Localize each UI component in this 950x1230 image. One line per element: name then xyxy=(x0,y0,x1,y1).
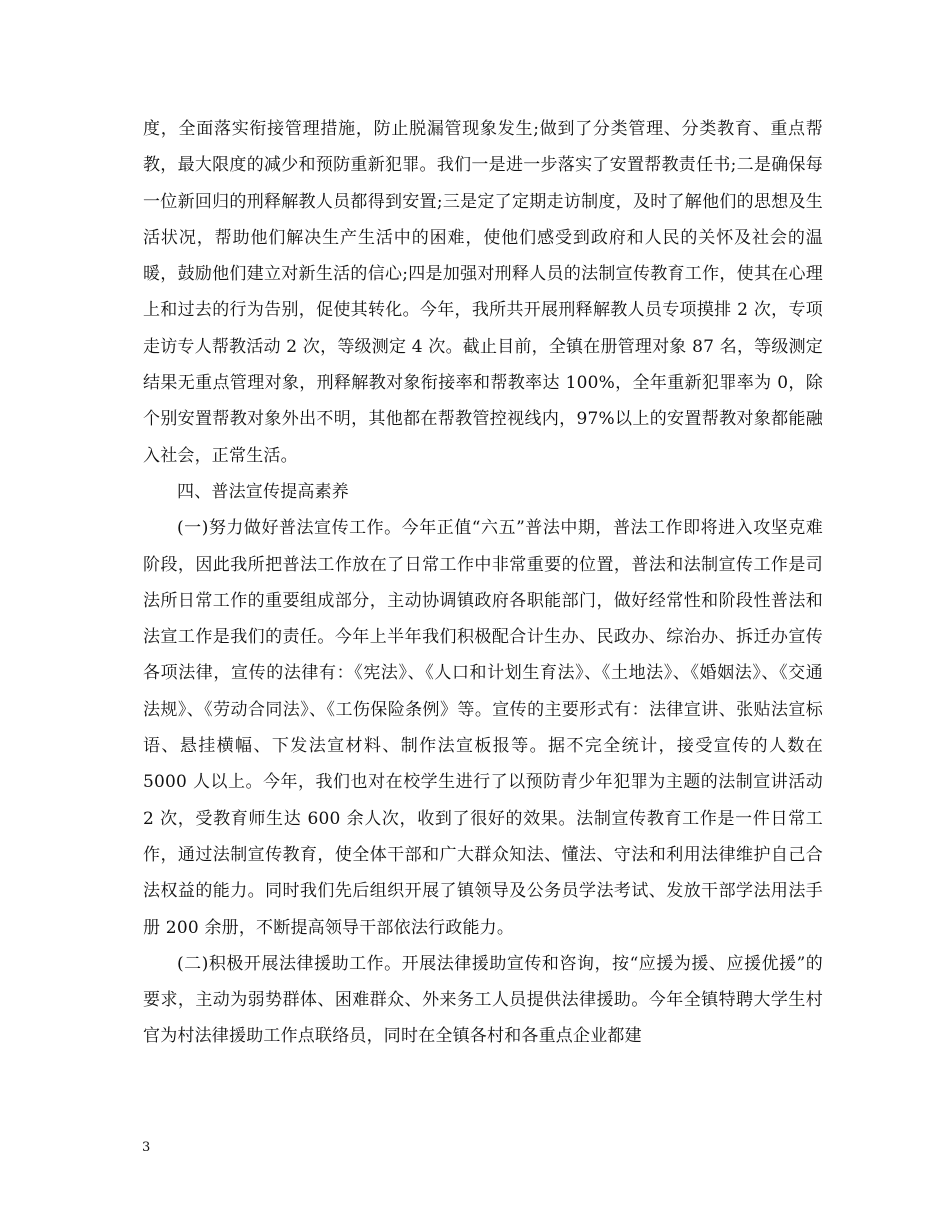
section-heading: 四、普法宣传提高素养 xyxy=(177,481,349,502)
paragraph-2: (一)努力做好普法宣传工作。今年正值“六五”普法中期，普法工作即将进入攻坚克难阶段，因此我所把普法工作放在了日常工作中非常重要的位置，普法和法制宣传工作是司法所日常工作的重要组成部分，主动协调镇政府各职能部门，做好经常性和阶段性普法和法宣工作是我们的责任。今年上半年我们积极配合计生办、民政办、综治办、拆迁办宣传各项法律，宣传的法律有：《宪法》、《人口和计划生育法》、《土地法》、《婚姻法》、《交通法规》、《劳动合同法》、《工伤保险条例》等。宣传的主要形式有：法律宣讲、张贴法宣标语、悬挂横幅、下发法宣材料、制作法宣板报等。据不完全统计，接受宣传的人数在 5000 人以上。今年，我们也对在校学生进行了以预防青少年犯罪为主题的法制宣讲活动 2 次，受教育师生达 600 余人次，收到了很好的效果。法制宣传教育工作是一件日常工作，通过法制宣传教育，使全体干部和广大群众知法、懂法、守法和利用法律维护自己合法权益的能力。同时我们先后组织开展了镇领导及公务员学法考试、发放干部学法用法手册 200 余册，不断提高领导干部依法行政能力。 xyxy=(143,518,823,938)
paragraph-3: (二)积极开展法律援助工作。开展法律援助宣传和咨询，按“应援为援、应援优援”的要求，主动为弱势群体、困难群众、外来务工人员提供法律援助。今年全镇特聘大学生村官为村法律援助工作点联络员，同时在全镇各村和各重点企业都建 xyxy=(143,953,823,1047)
paragraph-1: 度，全面落实衔接管理措施，防止脱漏管现象发生;做到了分类管理、分类教育、重点帮教，最大限度的减少和预防重新犯罪。我们一是进一步落实了安置帮教责任书;二是确保每一位新回归的刑释解教人员都得到安置;三是定了定期走访制度，及时了解他们的思想及生活状况，帮助他们解决生产生活中的困难，使他们感受到政府和人民的关怀及社会的温暖，鼓励他们建立对新生活的信心;四是加强对刑释人员的法制宣传教育工作，使其在心理上和过去的行为告别，促使其转化。今年，我所共开展刑释解教人员专项摸排 2 次，专项走访专人帮教活动 2 次，等级测定 4 次。截止目前，全镇在册管理对象 87 名，等级测定结果无重点管理对象，刑释解教对象衔接率和帮教率达 100%，全年重新犯罪率为 0，除个别安置帮教对象外出不明，其他都在帮教管控视线内，97%以上的安置帮教对象都能融入社会，正常生活。 xyxy=(143,119,823,466)
document-body xyxy=(143,111,823,1055)
page-number: 3 xyxy=(142,1140,151,1155)
